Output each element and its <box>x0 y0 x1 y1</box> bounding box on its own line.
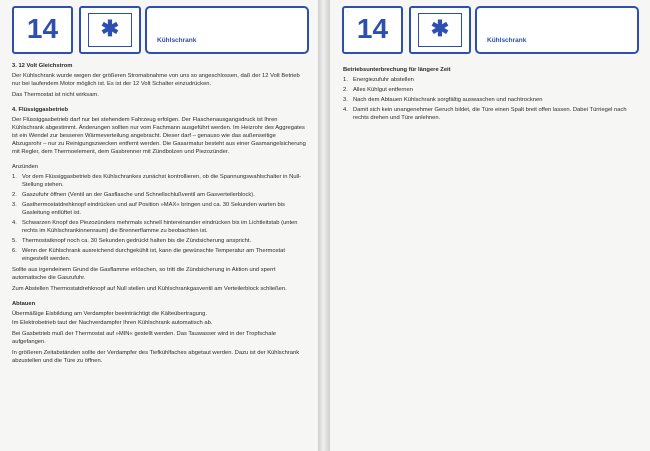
paragraph: Zum Abstellen Thermostatdrehknopf auf Null stellen und Kühlschrankgasventil am Verteilerblock schließen. <box>12 286 287 292</box>
list-item <box>12 173 306 189</box>
paragraph: Sollte aus irgendeinem Grund die Gasflamme erlöschen, so tritt die Zündsicherung in Aktion und sperrt automatische die Gaszufuhr. <box>12 267 276 281</box>
list-item <box>12 219 306 235</box>
list-item <box>12 191 306 199</box>
step-number: 3. <box>12 202 17 208</box>
chapter-title-box <box>145 6 309 54</box>
step-text: Alles Kühlgut entfernen <box>353 87 413 93</box>
subheading-ignite: Anzünden <box>12 164 39 170</box>
step-text: Thermostatknopf noch ca. 30 Sekunden gedrückt halten bis die Zündsicherung anspricht. <box>22 238 252 244</box>
step-text: Nach dem Abtauen Kühlschrank sorgfältig auswaschen und nachtrocknen <box>353 97 543 103</box>
chapter-title: Kühlschrank <box>157 37 197 44</box>
step-number: 1. <box>343 77 348 83</box>
snowflake-icon: ✱ <box>430 16 450 41</box>
chapter-number: 14 <box>356 13 389 44</box>
chapter-number-badge <box>12 6 73 54</box>
step-text: Schwarzen Knopf des Piezozünders mehrmals schnell hintereinander eindrücken bis im Lichtleitstab (unten rechts im Kühlschrankinnenraum) die Brennerflamme zu beobachten ist. <box>22 220 298 234</box>
chapter-title: Kühlschrank <box>487 37 527 44</box>
step-number: 6. <box>12 248 17 254</box>
step-number: 4. <box>12 220 17 226</box>
paragraph: Bei Gasbetrieb muß der Thermostat auf »MIN« gestellt werden. Das Tauwasser wird in der Tropfschale aufgefangen. <box>12 331 276 345</box>
step-number: 5. <box>12 238 17 244</box>
step-number: 4. <box>343 107 348 113</box>
step-number: 1. <box>12 174 17 180</box>
step-text: Wenn der Kühlschrank ausreichend durchgekühlt ist, kann die gewünschte Temperatur am Thermostat eingestellt werden. <box>22 248 285 262</box>
paragraph: Im Elektrobetrieb taut der Nachverdampfer Ihren Kühlschrank automatisch ab. <box>12 320 213 326</box>
list-item <box>343 96 639 104</box>
chapter-number: 14 <box>26 13 59 44</box>
list-item <box>12 237 306 245</box>
step-number: 2. <box>343 87 348 93</box>
list-item <box>343 106 639 122</box>
book-gutter <box>318 0 330 451</box>
paragraph: Der Kühlschrank wurde wegen der größeren Stromabnahme von uns so angeschlossen, daß der 12 Volt Betrieb nur bei laufendem Motor möglich ist. Es ist der 12 Volt Schalter einzudrücken. <box>12 73 300 87</box>
step-text: Damit sich kein unangenehmer Geruch bildet, die Türe einen Spalt breit offen lassen. Dabei Türriegel nach rechts drehen und Türe anlehnen. <box>353 107 627 121</box>
list-item <box>12 201 306 217</box>
fridge-icon <box>79 6 141 54</box>
list-item <box>343 86 639 94</box>
right-content <box>343 66 639 125</box>
paragraph: Übermäßige Eisbildung am Verdampfer beeinträchtigt die Kälteübertragung. <box>12 311 207 317</box>
chapter-number-badge <box>342 6 403 54</box>
step-number: 2. <box>12 192 17 198</box>
fridge-icon <box>409 6 471 54</box>
step-text: Energiezufuhr abstellen <box>353 77 414 83</box>
list-item <box>343 76 639 84</box>
fridge-door-outline <box>418 13 462 47</box>
pause-steps-list <box>343 76 639 122</box>
section-heading-long-pause: Betriebsunterbrechung für längere Zeit <box>343 67 451 73</box>
right-page <box>330 0 650 451</box>
chapter-title-box <box>475 6 639 54</box>
section-heading-gas: 4. Flüssiggasbetrieb <box>12 107 69 113</box>
ignite-steps-list <box>12 173 306 263</box>
step-text: Vor dem Flüssiggasbetrieb des Kühlschrankes zunächst kontrollieren, ob die Spannungswahlschalter in Null-Stellung stehen. <box>22 174 302 188</box>
left-page <box>0 0 318 451</box>
section-heading-defrost: Abtauen <box>12 301 36 307</box>
section-heading-12v: 3. 12 Volt Gleichstrom <box>12 63 73 69</box>
step-text: Gasthermostatdrehknopf eindrücken und auf Position »MAX« bringen und ca. 30 Sekunden warten bis Gasleitung entlüftet ist. <box>22 202 285 216</box>
step-number: 3. <box>343 97 348 103</box>
paragraph: Das Thermostat ist nicht wirksam. <box>12 92 99 98</box>
paragraph: Der Flüssiggasbetrieb darf nur bei stehendem Fahrzeug erfolgen. Der Flaschenausgangsdruck ist Ihren Kühlschrank abgestimmt. Änderungen sollten nur vom Fachmann ausgeführt werden. Im Heizrohr des Aggregates ist ein Wendel zur besseren Wärmeverteilung angebracht. Dieser darf – genauso wie das außenseitige Abzugsrohr – nur zu Reinigungszwecken entfernt werden. Die Gasarmatur besteht aus einer Gasmangelsicherung mit Regler, dem Thermoelement, dem Gasbrenner mit Zündbolzen und Piezozünder. <box>12 117 306 155</box>
step-text: Gaszufuhr öffnen (Ventil an der Gasflasche und Schnellschlußventil am Gasverteilerblock). <box>22 192 255 198</box>
list-item <box>12 247 306 263</box>
fridge-door-outline <box>88 13 132 47</box>
left-content <box>12 62 306 368</box>
snowflake-icon: ✱ <box>100 16 120 41</box>
paragraph: In größeren Zeitabständen sollte der Verdampfer des Tiefkühlfaches abgetaut werden. Dazu ist der Kühlschrank abzustellen und die Türe zu öffnen. <box>12 350 300 364</box>
